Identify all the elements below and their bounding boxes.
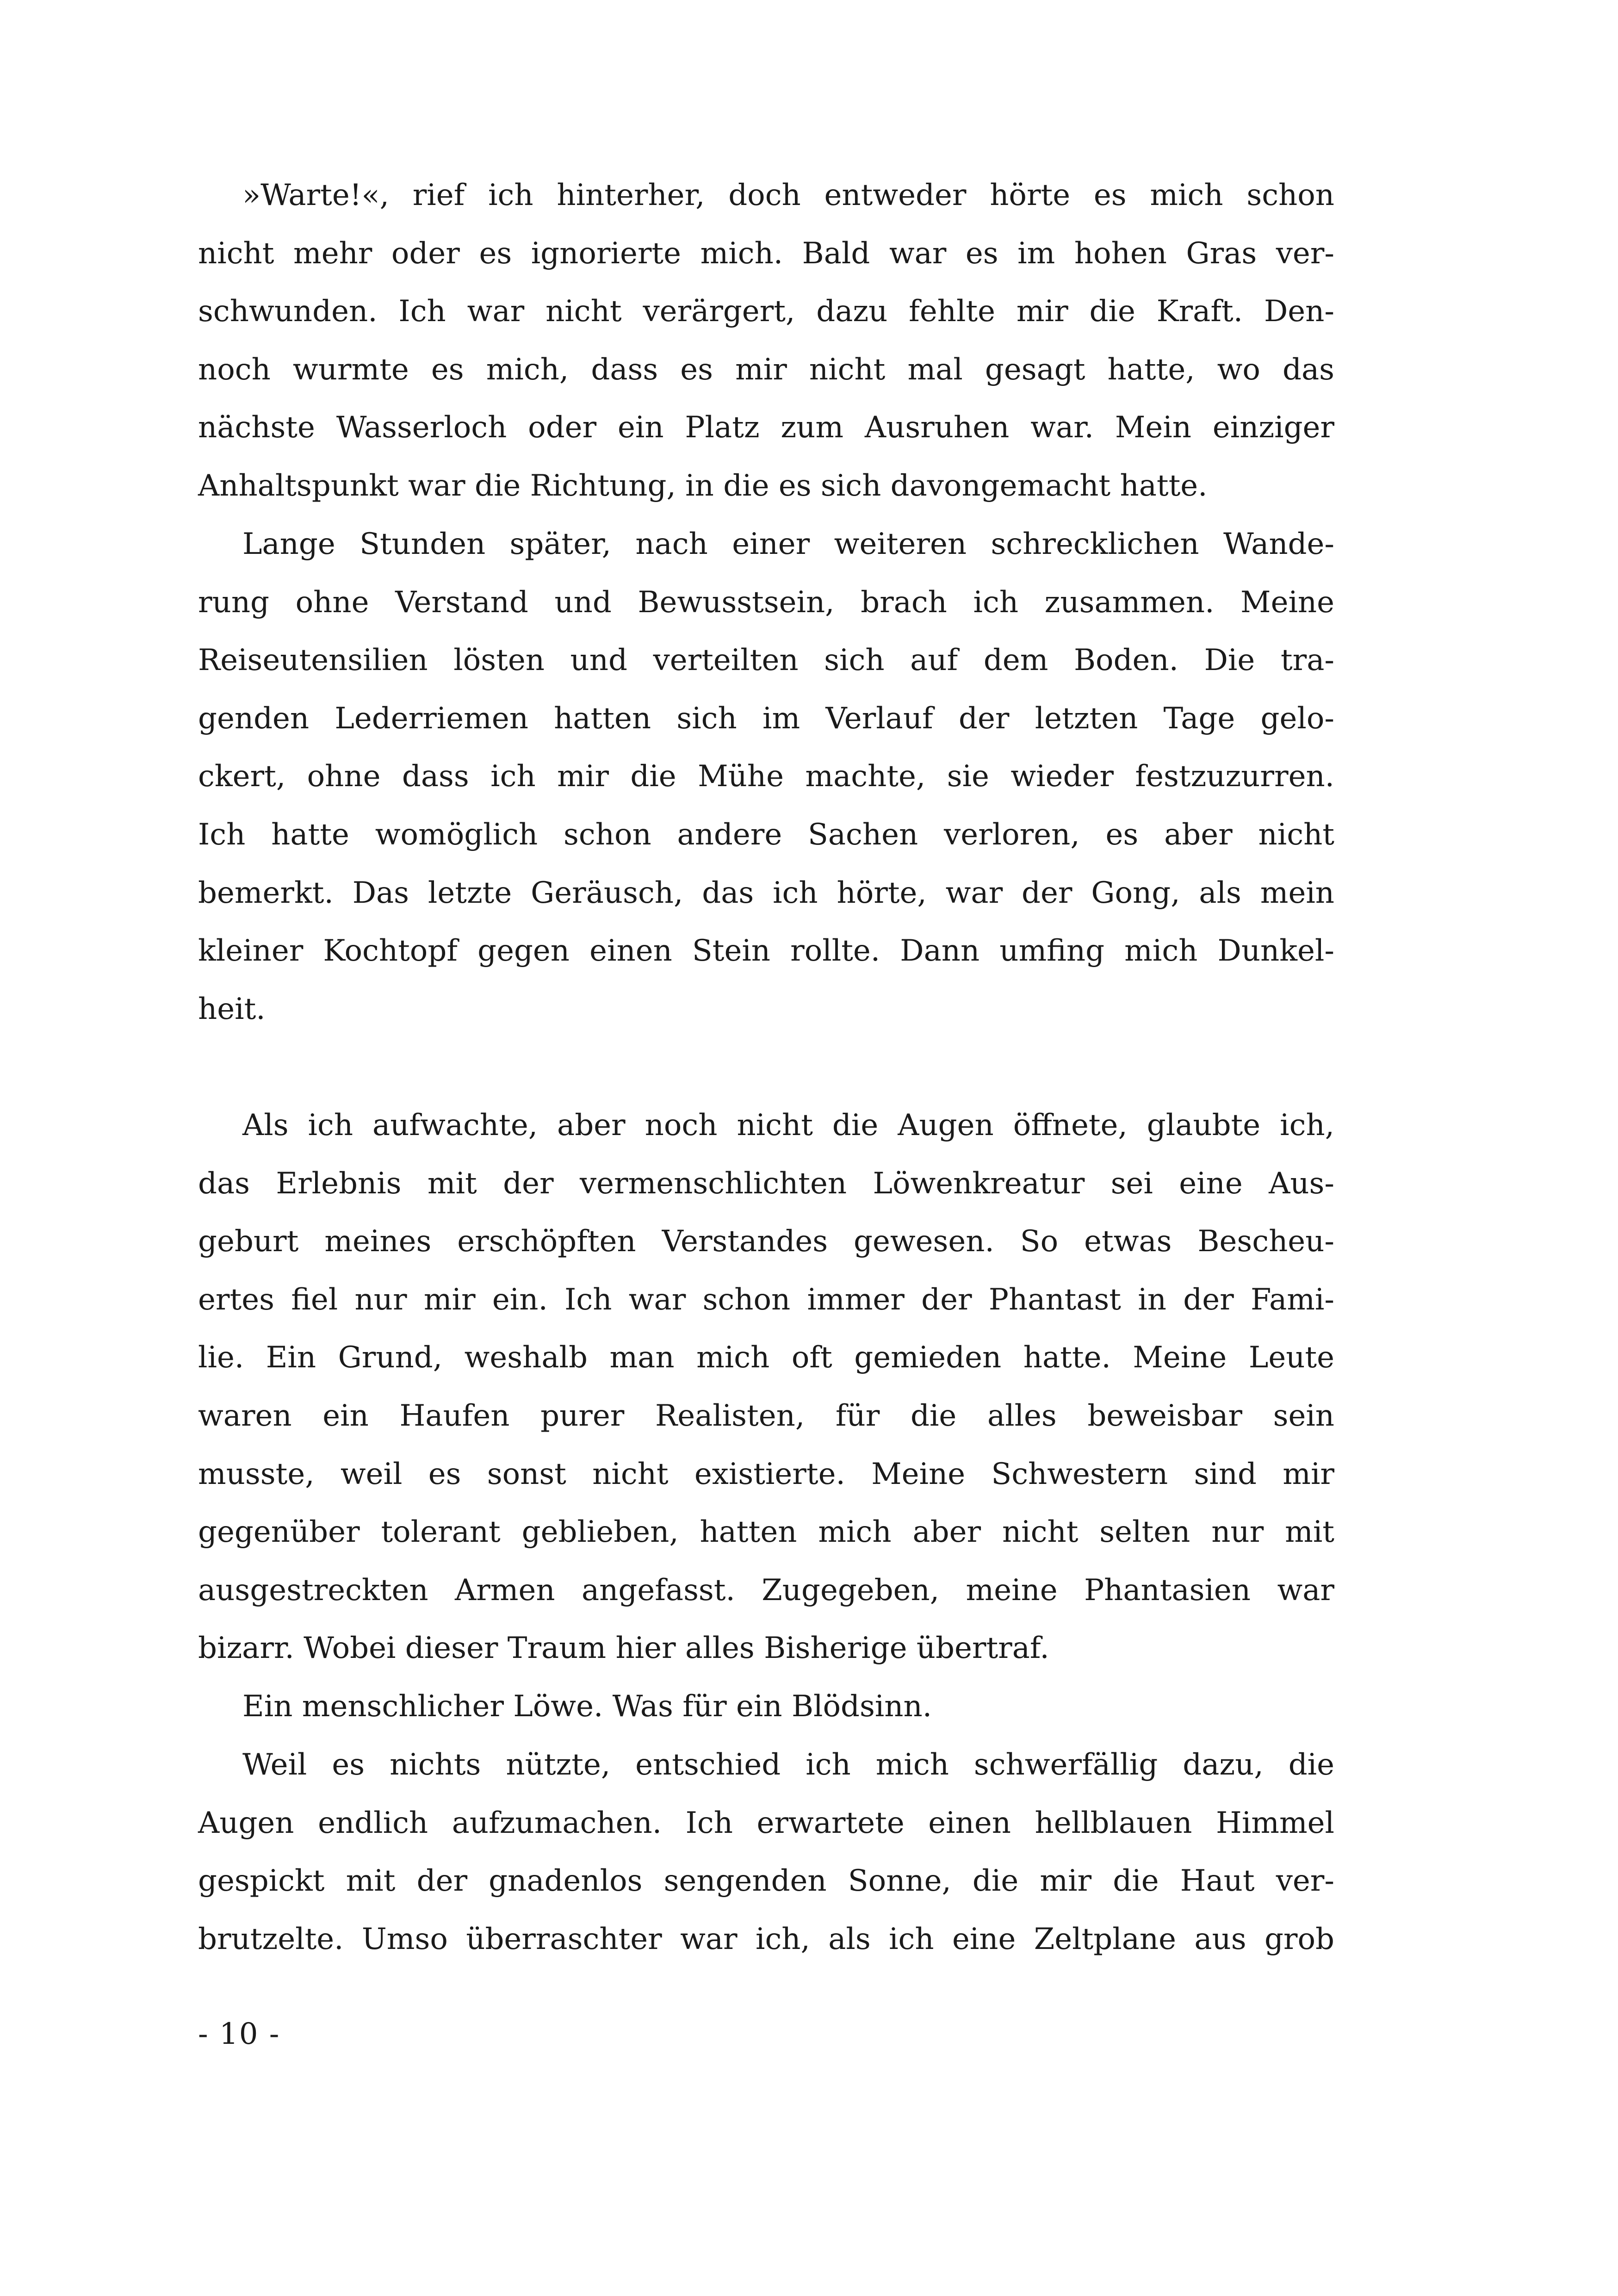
text-line: geburt meines erschöpften Verstandes gewesen. So etwas Bescheu- [198, 1224, 1334, 1259]
paragraph-2 [198, 515, 1334, 1038]
text-line: Anhaltspunkt war die Richtung, in die es sich davongemacht hatte. [198, 468, 1208, 503]
text-line: »Warte!«, rief ich hinterher, doch entweder hörte es mich schon [242, 178, 1334, 212]
text-line: bizarr. Wobei dieser Traum hier alles Bisherige übertraf. [198, 1631, 1049, 1666]
text-line: noch wurmte es mich, dass es mir nicht mal gesagt hatte, wo das [198, 352, 1334, 387]
page-number: - 10 - [198, 2017, 280, 2051]
text-line: gespickt mit der gnadenlos sengenden Sonne, die mir die Haut ver- [198, 1864, 1334, 1899]
text-line: nächste Wasserloch oder ein Platz zum Ausruhen war. Mein einziger [198, 410, 1334, 445]
text-line: genden Lederriemen hatten sich im Verlauf der letzten Tage gelo- [198, 701, 1334, 736]
paragraph-5 [198, 1736, 1334, 1968]
text-line: musste, weil es sonst nicht existierte. Meine Schwestern sind mir [198, 1457, 1334, 1491]
text-line: Weil es nichts nützte, entschied ich mich schwerfällig dazu, die [242, 1748, 1334, 1782]
text-line: Ich hatte womöglich schon andere Sachen verloren, es aber nicht [198, 817, 1334, 852]
text-line: ertes fiel nur mir ein. Ich war schon immer der Phantast in der Fami- [198, 1282, 1334, 1317]
text-line: ausgestreckten Armen angefasst. Zugegeben, meine Phantasien war [198, 1573, 1334, 1607]
text-line: schwunden. Ich war nicht verärgert, dazu fehlte mir die Kraft. Den- [198, 294, 1334, 329]
text-line: Als ich aufwachte, aber noch nicht die Augen öffnete, glaubte ich, [242, 1108, 1334, 1142]
text-line: lie. Ein Grund, weshalb man mich oft gemieden hatte. Meine Leute [198, 1340, 1334, 1375]
text-line: Ein menschlicher Löwe. Was für ein Blödsinn. [242, 1689, 932, 1724]
text-line: kleiner Kochtopf gegen einen Stein rollte. Dann umfing mich Dunkel- [198, 934, 1334, 968]
text-line: ckert, ohne dass ich mir die Mühe machte, sie wieder festzuzurren. [198, 759, 1334, 794]
text-line: das Erlebnis mit der vermenschlichten Löwenkreatur sei eine Aus- [198, 1166, 1334, 1201]
paragraph-4 [198, 1678, 1334, 1736]
text-line: nicht mehr oder es ignorierte mich. Bald war es im hohen Gras ver- [198, 236, 1334, 271]
text-line: Lange Stunden später, nach einer weiteren schrecklichen Wande- [242, 527, 1334, 561]
text-line: Reiseutensilien lösten und verteilten sich auf dem Boden. Die tra- [198, 643, 1334, 678]
text-line: heit. [198, 992, 266, 1026]
paragraph-3 [198, 1097, 1334, 1678]
text-line: brutzelte. Umso überraschter war ich, als ich eine Zeltplane aus grob [198, 1922, 1334, 1956]
text-line: waren ein Haufen purer Realisten, für die alles beweisbar sein [198, 1398, 1334, 1433]
text-line: bemerkt. Das letzte Geräusch, das ich hörte, war der Gong, als mein [198, 875, 1334, 910]
text-line: rung ohne Verstand und Bewusstsein, brach ich zusammen. Meine [198, 585, 1334, 620]
text-line: Augen endlich aufzumachen. Ich erwartete einen hellblauen Himmel [198, 1806, 1334, 1840]
paragraph-1 [198, 167, 1334, 515]
text-line: gegenüber tolerant geblieben, hatten mich aber nicht selten nur mit [198, 1515, 1334, 1550]
